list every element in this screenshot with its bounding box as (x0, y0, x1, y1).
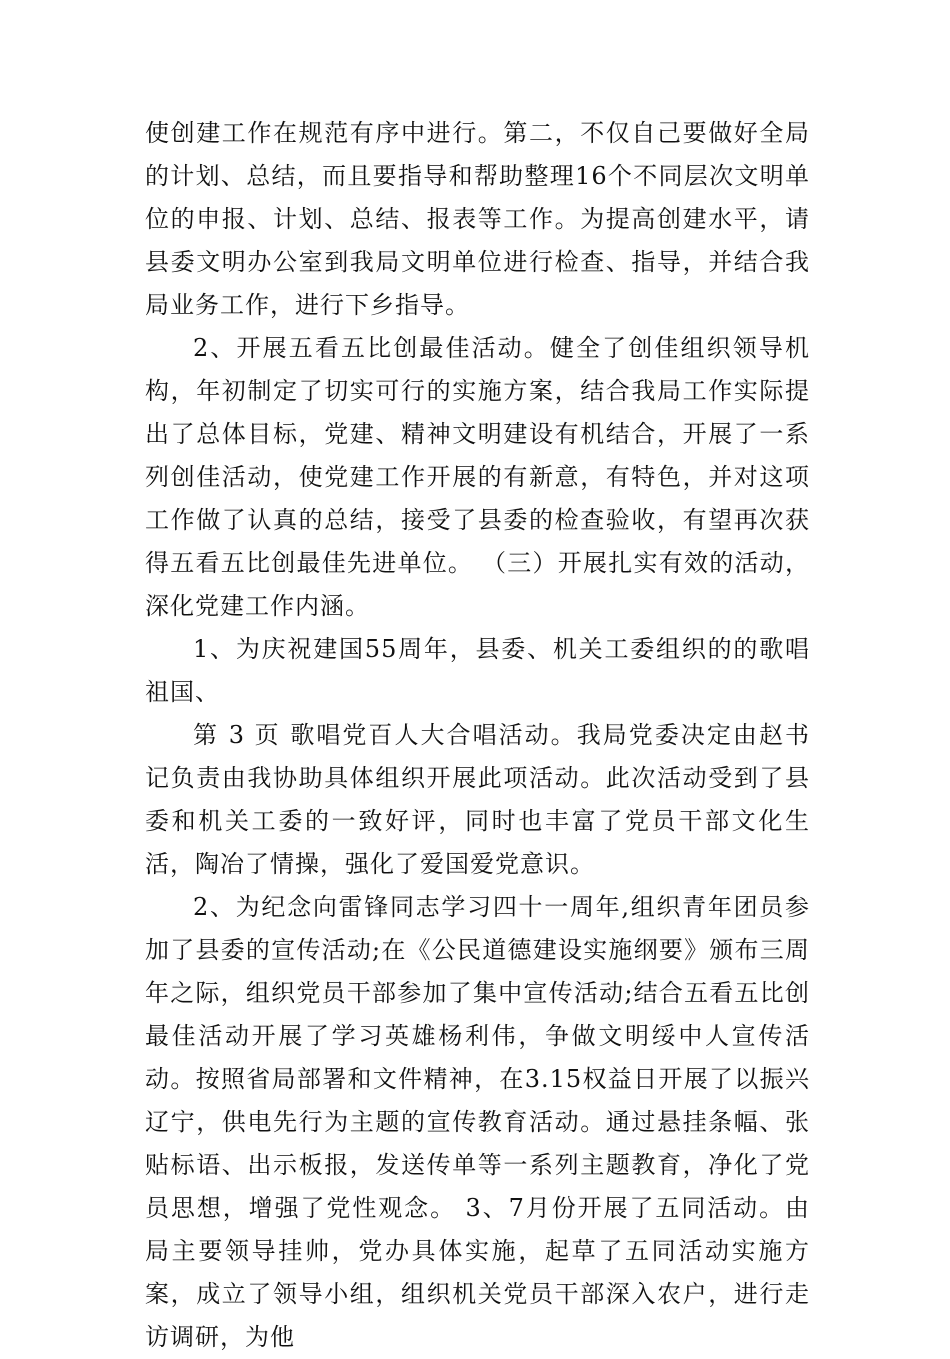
paragraph-5: 2、为纪念向雷锋同志学习四十一周年,组织青年团员参加了县委的宣传活动;在《公民道德建设实施纲要》颁布三周年之际，组织党员干部参加了集中宣传活动;结合五看五比创最佳活动开展了学习英雄杨利伟，争做文明绥中人宣传活动。按照省局部署和文件精神，在3.15权益日开展了以振兴辽宁，供电先行为主题的宣传教育活动。通过悬挂条幅、张贴标语、出示板报，发送传单等一系列主题教育，净化了党员思想，增强了党性观念。 3、7月份开展了五同活动。由局主要领导挂帅，党办具体实施，起草了五同活动实施方案，成立了领导小组，组织机关党员干部深入农户，进行走访调研，为他 (145, 893, 810, 1351)
document-body (145, 112, 810, 1359)
paragraph-2: 2、开展五看五比创最佳活动。健全了创佳组织领导机构，年初制定了切实可行的实施方案，结合我局工作实际提出了总体目标，党建、精神文明建设有机结合，开展了一系列创佳活动，使党建工作开展的有新意，有特色，并对这项工作做了认真的总结，接受了县委的检查验收，有望再次获得五看五比创最佳先进单位。 （三）开展扎实有效的活动，深化党建工作内涵。 (145, 334, 810, 620)
paragraph-4: 第 3 页 歌唱党百人大合唱活动。我局党委决定由赵书记负责由我协助具体组织开展此项活动。此次活动受到了县委和机关工委的一致好评，同时也丰富了党员干部文化生活，陶冶了情操，强化了爱国爱党意识。 (145, 721, 810, 878)
paragraph-3: 1、为庆祝建国55周年，县委、机关工委组织的的歌唱祖国、 (145, 635, 810, 706)
paragraph-1: 使创建工作在规范有序中进行。第二，不仅自己要做好全局的计划、总结，而且要指导和帮助整理16个不同层次文明单位的申报、计划、总结、报表等工作。为提高创建水平，请县委文明办公室到我局文明单位进行检查、指导，并结合我局业务工作，进行下乡指导。 (145, 119, 810, 319)
